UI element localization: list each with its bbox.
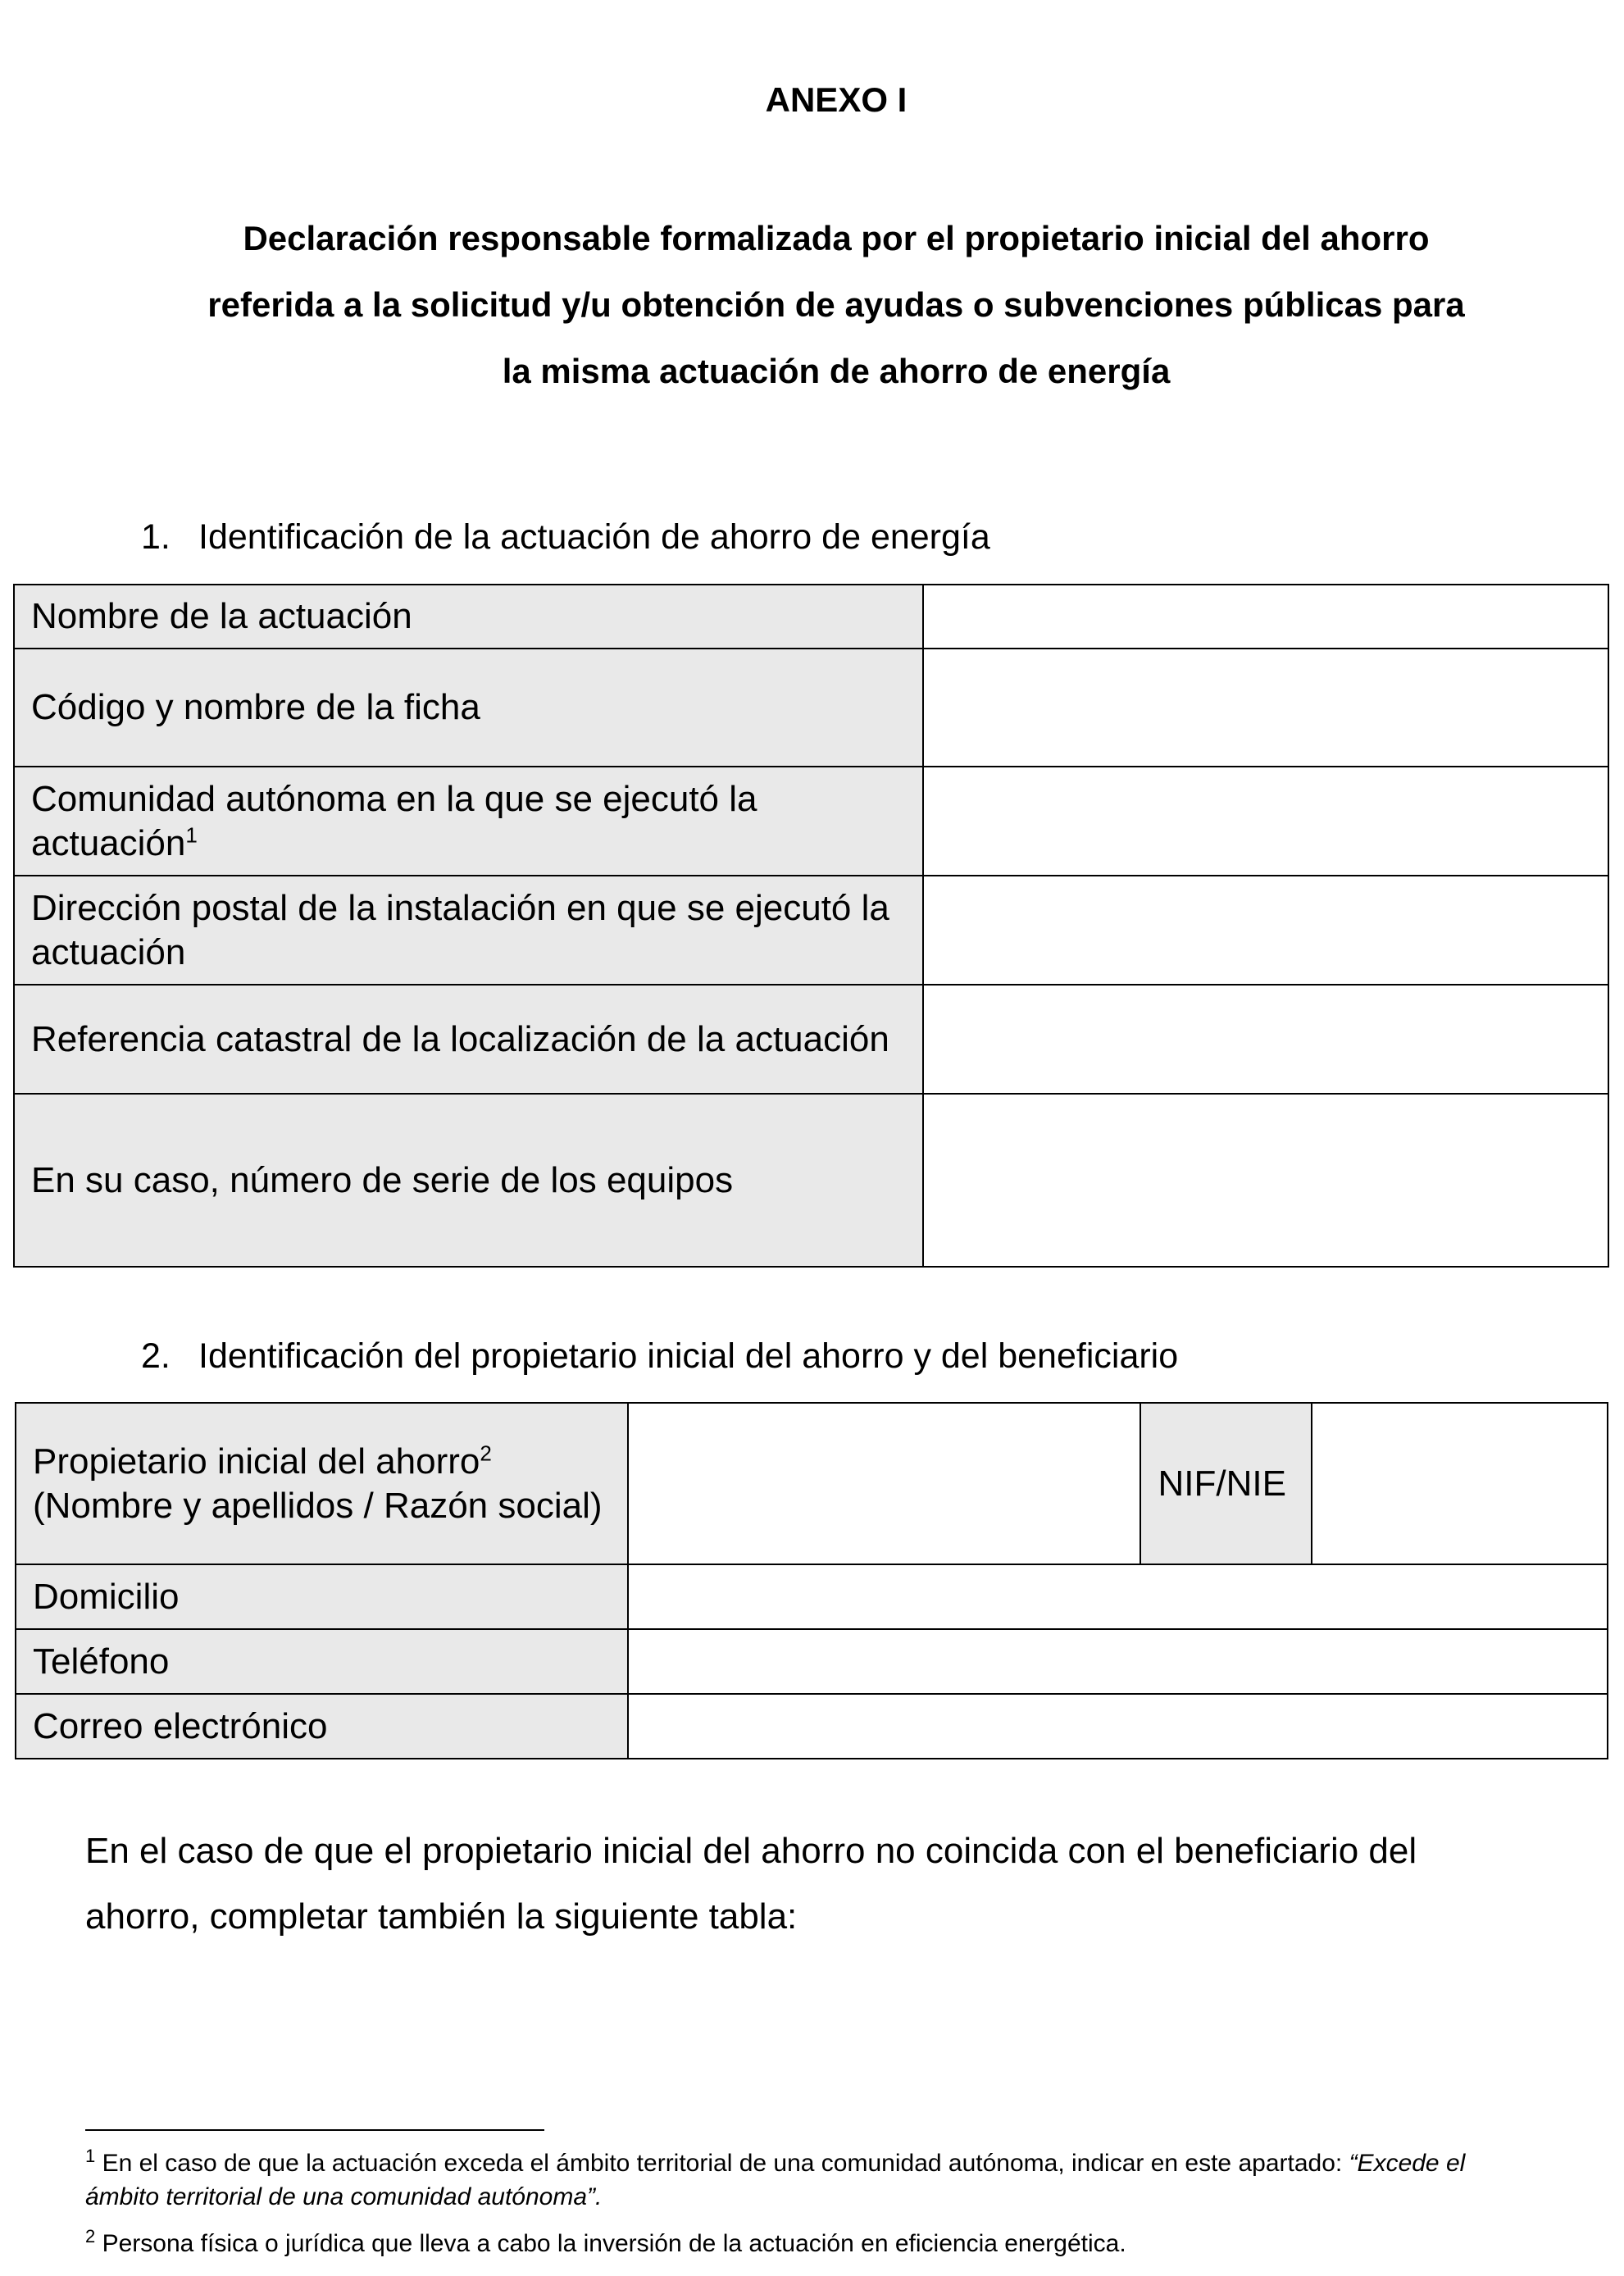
footnote-ref-2: 2 [480, 1440, 492, 1465]
nif-field[interactable] [1312, 1403, 1608, 1564]
sheet-code-label: Código y nombre de la ficha [14, 649, 923, 767]
footnote-2 [85, 2227, 1479, 2260]
section-1-number: 1. [141, 517, 171, 557]
declaration-title: Declaración responsable formalizada por el propietario inicial del ahorro referida a la solicitud y/u obtención de ayudas o subvenciones públicas para la misma actuación de ahorro de energía [207, 219, 1465, 390]
section-2-number: 2. [141, 1336, 171, 1376]
owner-label-text: Propietario inicial del ahorro [33, 1441, 480, 1482]
owner-identification-table [15, 1402, 1608, 1759]
autonomous-community-label-text: Comunidad autónoma en la que se ejecutó la actuación [31, 778, 757, 863]
table-row [14, 1094, 1608, 1267]
table-row [14, 585, 1608, 649]
table-row [14, 649, 1608, 767]
action-name-field[interactable] [923, 585, 1608, 649]
email-label: Correo electrónico [16, 1694, 628, 1759]
annex-title: ANEXO I [765, 80, 908, 119]
postal-address-label: Dirección postal de la instalación en que se ejecutó la actuación [14, 876, 923, 985]
footnote-1-text: En el caso de que la actuación exceda el ámbito territorial de una comunidad autónoma, indicar en este apartado: [102, 2150, 1349, 2177]
phone-field[interactable] [628, 1629, 1608, 1694]
instruction-paragraph: En el caso de que el propietario inicial del ahorro no coincida con el beneficiario del ahorro, completar también la siguiente tabla: [85, 1831, 1417, 1937]
postal-address-field[interactable] [923, 876, 1608, 985]
owner-label-detail: (Nombre y apellidos / Razón social) [33, 1485, 603, 1526]
address-field[interactable] [628, 1564, 1608, 1629]
table-row [14, 876, 1608, 985]
autonomous-community-field[interactable] [923, 767, 1608, 876]
footnote-1-italic: “Excede el ámbito territorial de una comunidad autónoma”. [85, 2150, 1466, 2210]
nif-label: NIF/NIE [1140, 1403, 1312, 1564]
cadastral-reference-field[interactable] [923, 985, 1608, 1094]
footnote-ref-1: 1 [185, 822, 198, 847]
table-row [14, 985, 1608, 1094]
equipment-serial-field[interactable] [923, 1094, 1608, 1267]
section-1-heading-text: Identificación de la actuación de ahorro de energía [198, 517, 990, 557]
table-row [16, 1629, 1608, 1694]
email-field[interactable] [628, 1694, 1608, 1759]
footnote-1 [85, 2146, 1479, 2214]
cadastral-reference-label: Referencia catastral de la localización de la actuación [14, 985, 923, 1094]
table-row [16, 1403, 1608, 1564]
footnote-2-marker: 2 [85, 2226, 96, 2246]
footnote-divider [85, 2129, 544, 2131]
section-1-heading [141, 517, 990, 558]
table-row [14, 767, 1608, 876]
owner-name-field[interactable] [628, 1403, 1140, 1564]
section-2-heading [141, 1336, 1178, 1377]
autonomous-community-label [14, 767, 923, 876]
address-label: Domicilio [16, 1564, 628, 1629]
footnote-2-text: Persona física o jurídica que lleva a cabo la inversión de la actuación en eficiencia energética. [102, 2230, 1126, 2257]
table-row [16, 1694, 1608, 1759]
owner-label [16, 1403, 628, 1564]
table-row [16, 1564, 1608, 1629]
phone-label: Teléfono [16, 1629, 628, 1694]
action-identification-table [13, 584, 1609, 1268]
section-2-heading-text: Identificación del propietario inicial del ahorro y del beneficiario [198, 1336, 1179, 1376]
sheet-code-field[interactable] [923, 649, 1608, 767]
action-name-label: Nombre de la actuación [14, 585, 923, 649]
equipment-serial-label: En su caso, número de serie de los equipos [14, 1094, 923, 1267]
footnote-1-marker: 1 [85, 2146, 96, 2166]
